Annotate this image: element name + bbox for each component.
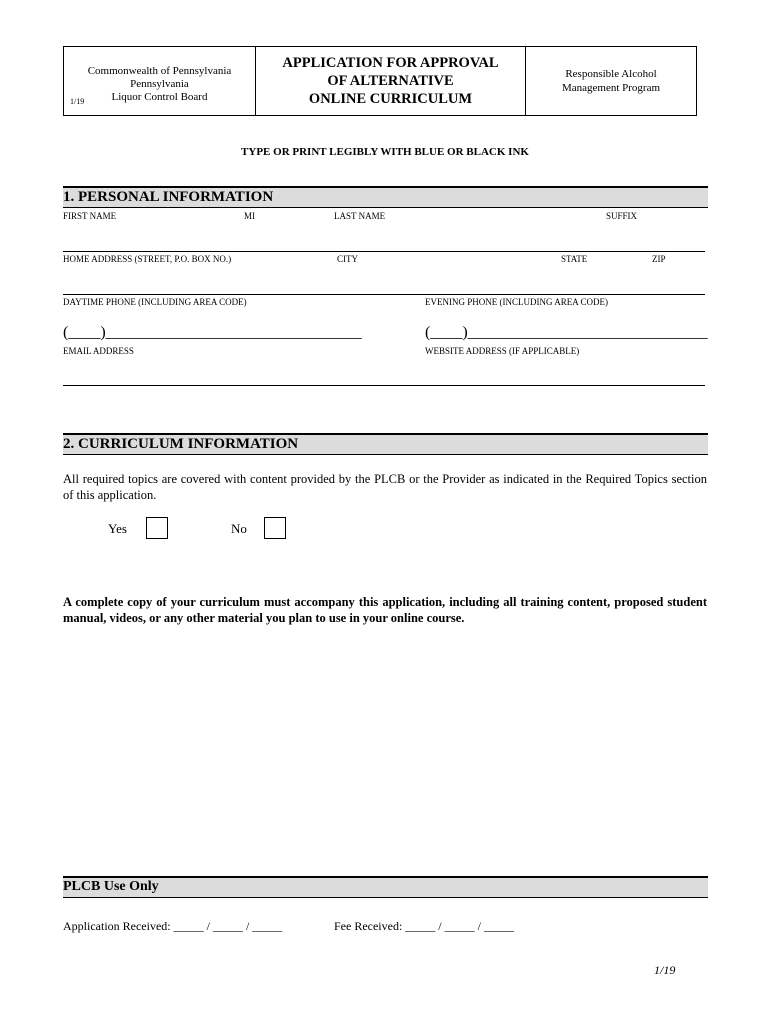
- fee-received-field[interactable]: Fee Received: _____ / _____ / _____: [334, 919, 514, 933]
- program-line-1: Responsible Alcohol: [565, 68, 657, 80]
- title-line-1: APPLICATION FOR APPROVAL: [282, 55, 499, 71]
- title-line-2: OF ALTERNATIVE: [327, 73, 454, 89]
- curriculum-copy-notice: A complete copy of your curriculum must accompany this application, including all training content, proposed student manual, videos, or any other material you plan to use in your online course.: [63, 595, 707, 625]
- mi-label: MI: [244, 211, 255, 221]
- name-field-line[interactable]: [63, 251, 705, 252]
- evening-phone-field[interactable]: (____)______________________________: [425, 324, 708, 341]
- suffix-label: SUFFIX: [606, 211, 638, 221]
- section-plcb-use-only: [63, 876, 708, 898]
- section-title: 1. PERSONAL INFORMATION: [63, 189, 274, 205]
- program-line-2: Management Program: [561, 82, 661, 94]
- footer-revision: 1/19: [654, 963, 676, 977]
- program-name: [526, 47, 696, 115]
- address-field-line[interactable]: [63, 294, 705, 295]
- last-name-label: LAST NAME: [334, 211, 386, 221]
- section-personal-info: [63, 186, 708, 208]
- required-topics-statement: All required topics are covered with content provided by the PLCB or the Provider as indicated in the Required Topics section of this application.: [63, 472, 707, 502]
- city-label: CITY: [337, 254, 358, 264]
- agency-line-2: Pennsylvania: [130, 78, 189, 90]
- form-revision: 1/19: [70, 97, 85, 106]
- home-address-label: HOME ADDRESS (STREET, P.O. BOX NO.): [63, 254, 232, 264]
- state-label: STATE: [561, 254, 588, 264]
- website-label: WEBSITE ADDRESS (IF APPLICABLE): [425, 346, 580, 356]
- yes-checkbox[interactable]: [146, 517, 168, 539]
- first-name-label: FIRST NAME: [63, 211, 117, 221]
- section-curriculum-info: [63, 433, 708, 455]
- daytime-phone-label: DAYTIME PHONE (INCLUDING AREA CODE): [63, 297, 247, 307]
- agency-line-3: Liquor Control Board: [111, 91, 208, 103]
- agency-name: [64, 65, 255, 104]
- zip-label: ZIP: [652, 254, 666, 264]
- yes-label: Yes: [108, 521, 127, 536]
- email-website-field-line[interactable]: [63, 385, 705, 386]
- section-title: 2. CURRICULUM INFORMATION: [63, 436, 299, 452]
- email-label: EMAIL ADDRESS: [63, 346, 134, 356]
- agency-cell: [64, 47, 256, 115]
- no-label: No: [231, 521, 247, 536]
- agency-line-1: Commonwealth of Pennsylvania: [87, 65, 232, 77]
- form-title: [256, 47, 526, 115]
- ink-instructions: TYPE OR PRINT LEGIBLY WITH BLUE OR BLACK INK: [241, 146, 529, 158]
- evening-phone-label: EVENING PHONE (INCLUDING AREA CODE): [425, 297, 608, 307]
- application-received-field[interactable]: Application Received: _____ / _____ / _____: [63, 919, 283, 933]
- title-line-3: ONLINE CURRICULUM: [308, 91, 473, 107]
- daytime-phone-field[interactable]: (____)________________________________: [63, 324, 362, 341]
- no-checkbox[interactable]: [264, 517, 286, 539]
- section-title: PLCB Use Only: [63, 879, 159, 894]
- form-header: [63, 46, 697, 116]
